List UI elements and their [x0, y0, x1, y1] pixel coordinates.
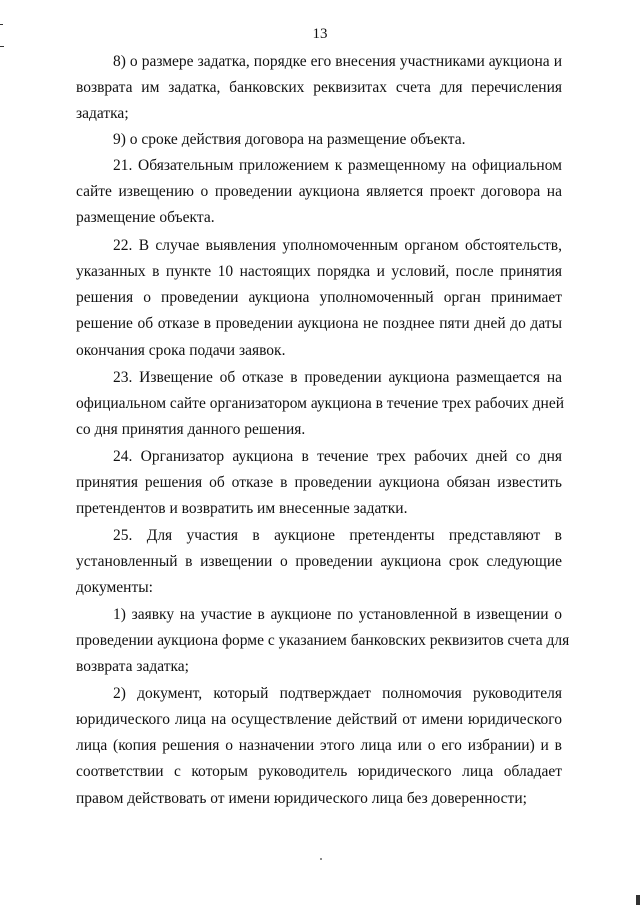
scan-edge-mark	[0, 24, 3, 25]
paragraph-line: 24. Организатор аукциона в течение трех рабочих дней со дня	[113, 448, 562, 465]
paragraph-line: 25. Для участия в аукционе претенденты представляют в	[113, 527, 562, 544]
scan-dot	[320, 858, 322, 860]
paragraph-line: документы:	[76, 579, 153, 596]
paragraph-line: окончания срока подачи заявок.	[76, 342, 286, 359]
paragraph-line: официальном сайте организатором аукциона в течение трех рабочих дней	[76, 395, 565, 412]
paragraph-line: установленный в извещении о проведении аукциона срок следующие	[76, 553, 562, 570]
paragraph-line: сайте извещению о проведении аукциона является проект договора на	[76, 183, 562, 200]
paragraph-line: 21. Обязательным приложением к размещенному на официальном	[113, 157, 562, 174]
paragraph-line: проведении аукциона форме с указанием банковских реквизитов счета для	[76, 632, 570, 649]
paragraph-line: решения о проведении аукциона уполномоченный орган принимает	[76, 289, 562, 306]
paragraph-line: юридического лица на осуществление действий от имени юридического	[76, 711, 562, 728]
paragraph-line: 2) документ, который подтверждает полномочия руководителя	[113, 685, 562, 702]
scan-edge-mark	[0, 46, 4, 47]
paragraph-line: 23. Извещение об отказе в проведении аукциона размещается на	[113, 369, 562, 386]
paragraph-line: 22. В случае выявления уполномоченным органом обстоятельств,	[113, 237, 562, 254]
scan-edge-mark	[636, 895, 640, 905]
paragraph-line: решение об отказе в проведении аукциона не позднее пяти дней до даты	[76, 315, 562, 332]
paragraph-line: 9) о сроке действия договора на размещение объекта.	[113, 131, 466, 148]
paragraph-line: правом действовать от имени юридического лица без доверенности;	[76, 790, 527, 807]
paragraph-line: возврата им задатка, банковских реквизитах счета для перечисления	[76, 79, 562, 96]
paragraph-line: размещение объекта.	[76, 209, 215, 226]
paragraph-line: задатка;	[76, 105, 129, 122]
paragraph-line: 8) о размере задатка, порядке его внесения участниками аукциона и	[113, 53, 562, 70]
paragraph-line: претендентов и возвратить им внесенные задатки.	[76, 500, 408, 517]
paragraph-line: принятия решения об отказе в проведении аукциона обязан известить	[76, 474, 562, 491]
paragraph-line: 1) заявку на участие в аукционе по установленной в извещении о	[113, 606, 562, 623]
paragraph-line: возврата задатка;	[76, 658, 189, 675]
paragraph-line: соответствии с которым руководитель юридического лица обладает	[76, 763, 562, 780]
paragraph-line: лица (копия решения о назначении этого лица или о его избрании) и в	[76, 737, 562, 754]
paragraph-line: со дня принятия данного решения.	[76, 421, 306, 438]
paragraph-line: указанных в пункте 10 настоящих порядка и условий, после принятия	[76, 263, 562, 280]
page-number: 13	[312, 26, 328, 42]
